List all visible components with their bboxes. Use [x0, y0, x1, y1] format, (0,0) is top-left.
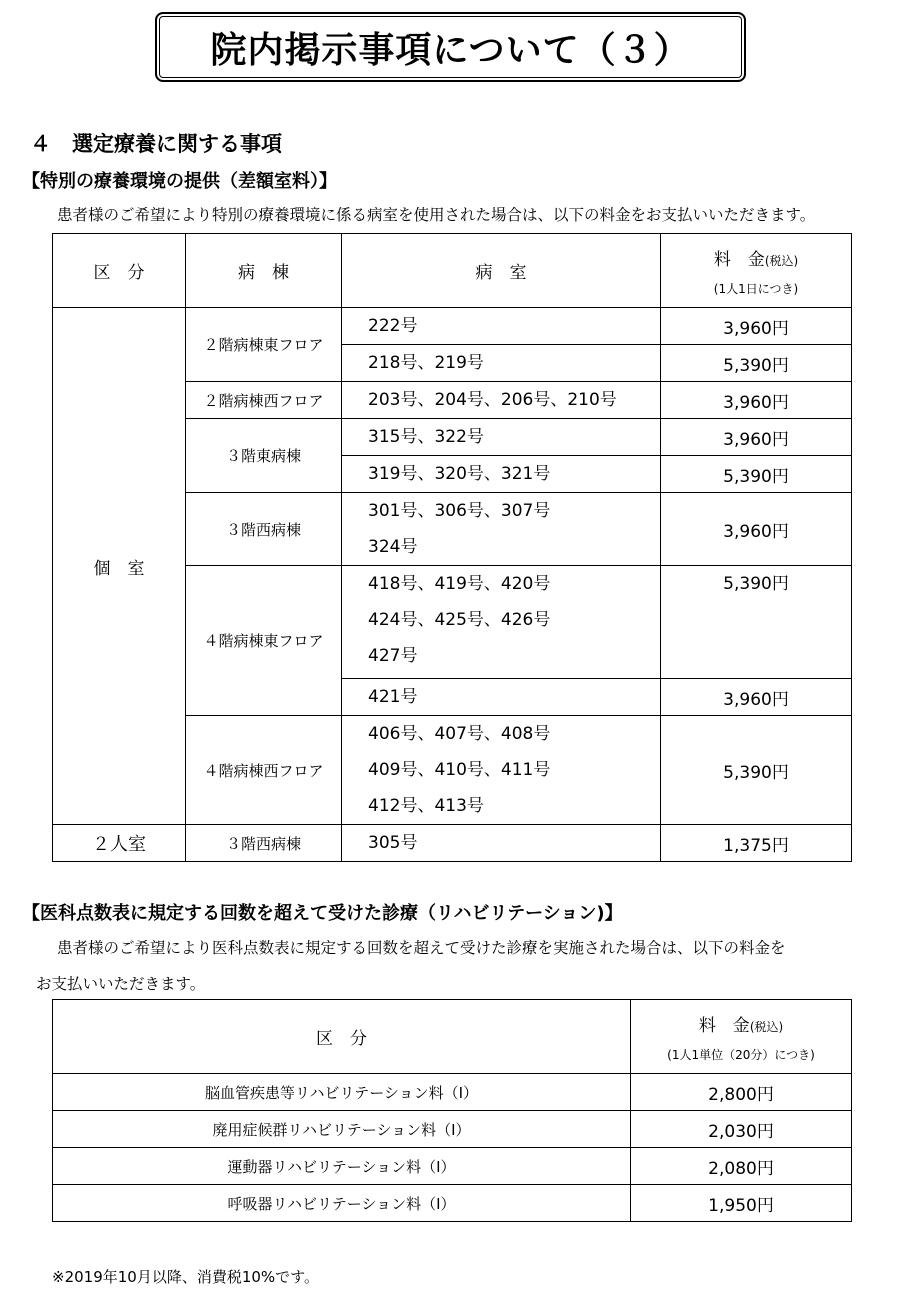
room-line: 406号、407号、408号	[368, 724, 551, 744]
footnote: ※2019年10月以降、消費税10%です。	[52, 1268, 319, 1286]
header-category: 区 分	[53, 1000, 631, 1074]
header-ward: 病 棟	[186, 234, 342, 308]
ward-cell: ３階西病棟	[186, 493, 342, 566]
fee-cell: 3,960円	[661, 679, 852, 716]
table-row	[53, 308, 852, 345]
fee-cell: 2,080円	[631, 1148, 852, 1185]
rehab-name-cell: 呼吸器リハビリテーション料（Ⅰ）	[53, 1185, 631, 1222]
rooms-cell: 319号、320号、321号	[342, 456, 661, 493]
table-header-row	[53, 234, 852, 308]
fee-cell: 1,375円	[661, 825, 852, 862]
header-fee	[661, 234, 852, 308]
table-row	[53, 1185, 852, 1222]
header-fee-unit: (1人1日につき)	[713, 281, 799, 296]
rooms-cell: 315号、322号	[342, 419, 661, 456]
header-fee-unit: (1人1単位（20分）につき)	[667, 1047, 815, 1062]
header-fee	[631, 1000, 852, 1074]
rehab-table	[52, 999, 852, 1222]
rehab-intro-line1: 患者様のご希望により医科点数表に規定する回数を超えて受けた診療を実施された場合は、以下の料金を	[57, 939, 786, 957]
rehab-subheading: 【医科点数表に規定する回数を超えて受けた診療（リハビリテーション)】	[22, 903, 623, 924]
ward-cell: ２階病棟東フロア	[186, 308, 342, 382]
table-header-row	[53, 1000, 852, 1074]
header-fee-tax: (税込)	[749, 1019, 784, 1034]
rooms-cell: 203号、204号、206号、210号	[342, 382, 661, 419]
rooms-cell	[342, 493, 661, 566]
fee-cell: 5,390円	[661, 456, 852, 493]
room-line: 409号、410号、411号	[368, 760, 551, 780]
room-line: 324号	[368, 537, 418, 557]
rehab-intro-line2: お支払いいただきます。	[36, 975, 206, 993]
rooms-cell	[342, 716, 661, 825]
page-title: 院内掲示事項について（３）	[210, 29, 691, 71]
ward-cell: ４階病棟西フロア	[186, 716, 342, 825]
header-fee-label: 料 金	[713, 249, 765, 270]
header-fee-tax: (税込)	[764, 253, 799, 268]
room-line: 424号、425号、426号	[368, 610, 551, 630]
header-room: 病 室	[342, 234, 661, 308]
room-line: 301号、306号、307号	[368, 501, 551, 521]
rooms-cell: 218号、219号	[342, 345, 661, 382]
ward-cell: ３階東病棟	[186, 419, 342, 493]
room-charge-intro: 患者様のご希望により特別の療養環境に係る病室を使用された場合は、以下の料金をお支払いいただきます。	[57, 206, 816, 224]
ward-cell: ２階病棟西フロア	[186, 382, 342, 419]
category-private: 個 室	[53, 308, 186, 825]
fee-cell: 3,960円	[661, 382, 852, 419]
fee-cell: 2,030円	[631, 1111, 852, 1148]
header-category: 区 分	[53, 234, 186, 308]
rooms-cell: 222号	[342, 308, 661, 345]
ward-cell: ４階病棟東フロア	[186, 566, 342, 716]
fee-cell: 3,960円	[661, 419, 852, 456]
rehab-name-cell: 廃用症候群リハビリテーション料（Ⅰ）	[53, 1111, 631, 1148]
table-row	[53, 1148, 852, 1185]
room-charge-table	[52, 233, 852, 862]
rooms-cell: 421号	[342, 679, 661, 716]
room-line: 418号、419号、420号	[368, 574, 551, 594]
fee-cell: 5,390円	[661, 345, 852, 382]
fee-cell: 5,390円	[661, 716, 852, 825]
section-heading: ４ 選定療養に関する事項	[30, 132, 282, 156]
room-line: 427号	[368, 646, 418, 666]
rehab-name-cell: 運動器リハビリテーション料（Ⅰ）	[53, 1148, 631, 1185]
room-charge-subheading: 【特別の療養環境の提供（差額室料）】	[22, 171, 337, 192]
fee-cell: 3,960円	[661, 493, 852, 566]
fee-cell: 1,950円	[631, 1185, 852, 1222]
rehab-name-cell: 脳血管疾患等リハビリテーション料（Ⅰ）	[53, 1074, 631, 1111]
room-line: 412号、413号	[368, 796, 484, 816]
fee-cell: 5,390円	[661, 566, 852, 679]
header-fee-label: 料 金	[698, 1015, 750, 1036]
fee-cell: 3,960円	[661, 308, 852, 345]
fee-cell: 2,800円	[631, 1074, 852, 1111]
table-row	[53, 1074, 852, 1111]
rooms-cell: 305号	[342, 825, 661, 862]
table-row	[53, 1111, 852, 1148]
category-double: ２人室	[53, 825, 186, 862]
rooms-cell	[342, 566, 661, 679]
table-row	[53, 825, 852, 862]
ward-cell: ３階西病棟	[186, 825, 342, 862]
